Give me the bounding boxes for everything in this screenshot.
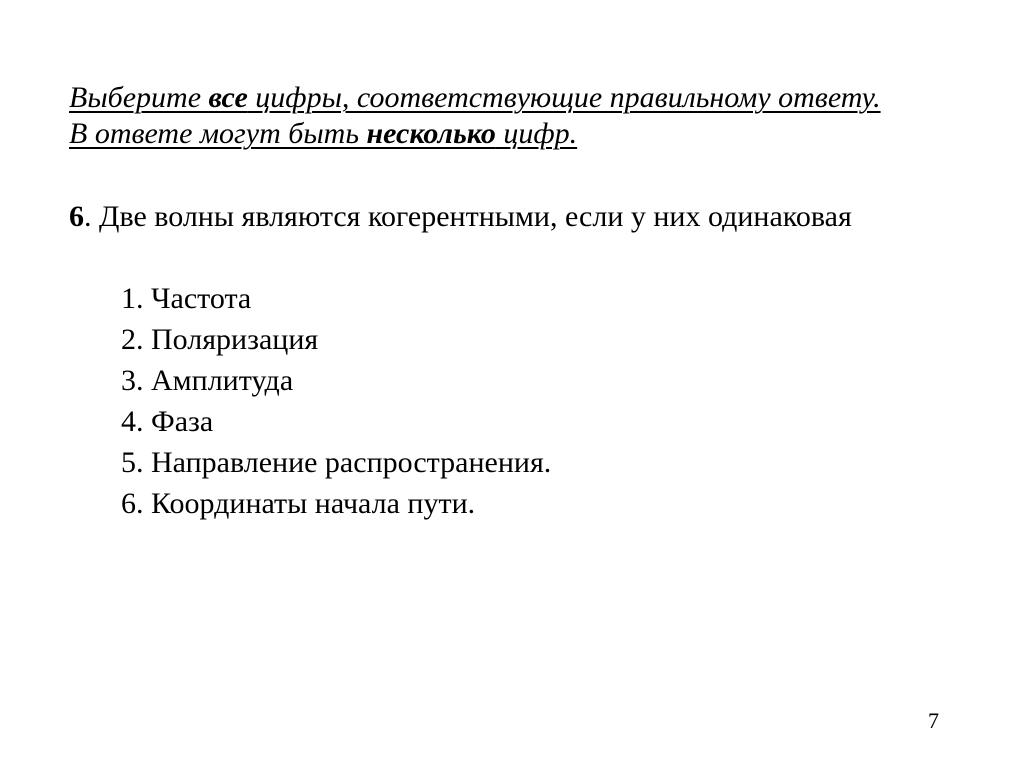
instruction-text <box>69 80 1009 152</box>
answer-option: 6. Координаты начала пути. <box>121 487 476 520</box>
question-text <box>69 199 852 235</box>
answer-option: 1. Частота <box>121 282 252 315</box>
instruction-line-2-start: В ответе могут быть <box>69 117 367 150</box>
instruction-line-1-end: цифры, соответствующие правильному ответу. <box>247 81 881 114</box>
answer-options-list <box>121 278 551 524</box>
page-number: 7 <box>928 708 939 733</box>
question-number: 6 <box>69 200 84 233</box>
answer-option: 3. Амплитуда <box>121 364 294 397</box>
instruction-line-1-start: Выберите <box>69 81 209 114</box>
instruction-line-2-end: цифр. <box>495 117 578 150</box>
question-body: . Две волны являются когерентными, если у них одинаковая <box>84 200 852 233</box>
answer-option: 2. Поляризация <box>121 323 319 356</box>
answer-option: 4. Фаза <box>121 405 214 438</box>
instruction-emphasis-several: несколько <box>366 117 496 150</box>
instruction-line-2 <box>69 116 1009 152</box>
instruction-emphasis-all: все <box>208 81 248 114</box>
instruction-line-1 <box>69 80 1009 116</box>
answer-option: 5. Направление распространения. <box>121 446 552 479</box>
